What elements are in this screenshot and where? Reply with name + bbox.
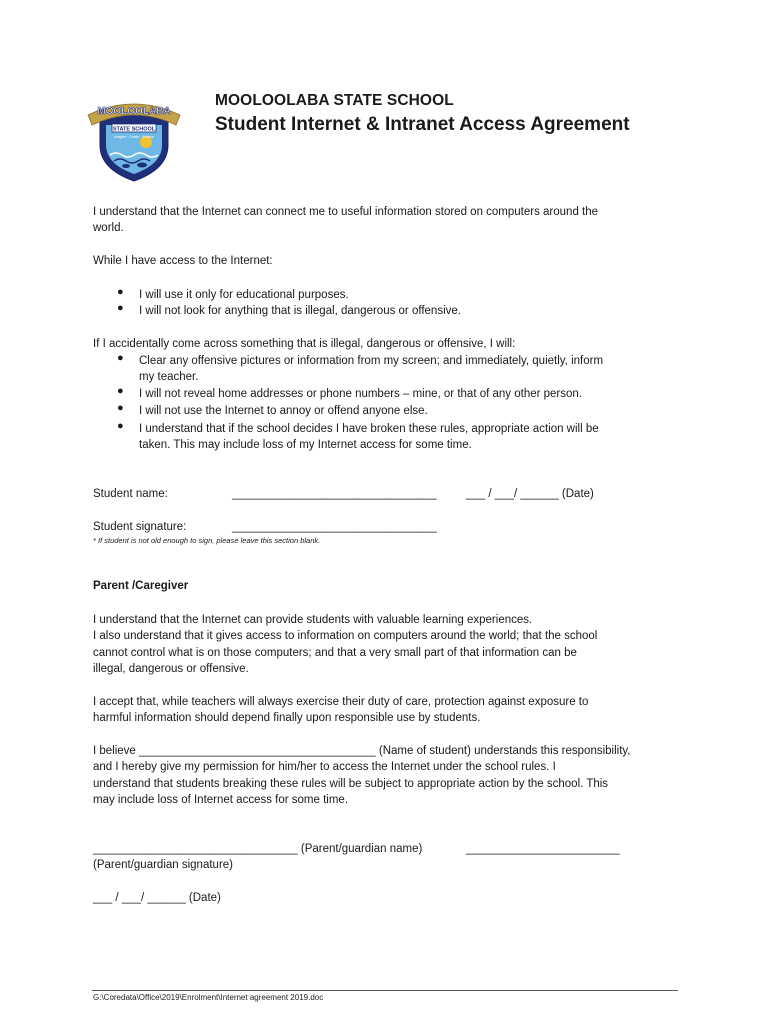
- intro-line-2: world.: [93, 222, 124, 234]
- list-item: I will not look for anything that is illegal, dangerous or offensive.: [139, 305, 461, 317]
- parent-para3-line[interactable]: I believe _____________________________________ (Name of student) understands this responsibility,: [93, 745, 631, 757]
- logo-sub-text: STATE SCHOOL: [112, 126, 156, 133]
- while-text: While I have access to the Internet:: [93, 255, 273, 267]
- bullet-dot: ●: [117, 352, 124, 364]
- parent-date-field[interactable]: ___ / ___/ ______ (Date): [93, 892, 221, 904]
- guardian-name-field[interactable]: ________________________________ (Parent/guardian name): [93, 843, 423, 855]
- list-item: Clear any offensive pictures or information from my screen; and immediately, quietly, inform: [139, 355, 604, 367]
- parent-para1-line: I also understand that it gives access to information on computers around the world; that the school: [93, 630, 598, 642]
- student-name-field[interactable]: ________________________________: [232, 488, 437, 500]
- parent-para3-line: understand that students breaking these rules will be subject to appropriate action by the school. This: [93, 778, 609, 790]
- student-date-field[interactable]: ___ / ___/ ______ (Date): [466, 488, 594, 500]
- school-crest-icon: [84, 95, 184, 183]
- student-name-label: Student name:: [93, 488, 168, 500]
- document-title: Student Internet & Intranet Access Agreement: [215, 114, 630, 135]
- school-name: MOOLOOLABA STATE SCHOOL: [215, 92, 454, 109]
- logo-motto: Imagine · Create · Achieve: [113, 135, 155, 139]
- parent-para1-line: cannot control what is on those computers; and that a very small part of that information can be: [93, 647, 577, 659]
- list-item-continued: taken. This may include loss of my Internet access for some time.: [139, 439, 472, 451]
- list-item: I will not use the Internet to annoy or offend anyone else.: [139, 405, 428, 417]
- bullet-dot: ●: [117, 302, 124, 314]
- parent-para3-line: and I hereby give my permission for him/her to access the Internet under the school rules. I: [93, 761, 556, 773]
- student-signature-label: Student signature:: [93, 521, 187, 533]
- guardian-signature-field[interactable]: ________________________: [466, 843, 620, 855]
- footer-file-path: G:\Coredata\Office\2019\Enrolment\Internet agreement 2019.doc: [93, 993, 324, 1002]
- bullet-dot: ●: [117, 385, 124, 397]
- bullet-dot: ●: [117, 420, 124, 432]
- bullet-dot: ●: [117, 402, 124, 414]
- parent-para2-line: I accept that, while teachers will always exercise their duty of care, protection against exposure to: [93, 696, 589, 708]
- list-item: I will not reveal home addresses or phone numbers – mine, or that of any other person.: [139, 388, 582, 400]
- if-text: If I accidentally come across something that is illegal, dangerous or offensive, I will:: [93, 338, 516, 350]
- parent-para1-line: illegal, dangerous or offensive.: [93, 663, 249, 675]
- list-item: I understand that if the school decides I have broken these rules, appropriate action will be: [139, 423, 599, 435]
- bullet-dot: ●: [117, 286, 124, 298]
- footer-divider: [92, 990, 678, 991]
- logo-banner-text: MOOLOOLABA: [97, 106, 171, 117]
- parent-heading: Parent /Caregiver: [93, 580, 189, 592]
- signature-note: * If student is not old enough to sign, please leave this section blank.: [93, 536, 321, 545]
- student-signature-field[interactable]: ________________________________: [232, 521, 437, 533]
- list-item: I will use it only for educational purposes.: [139, 289, 349, 301]
- guardian-signature-label: (Parent/guardian signature): [93, 859, 233, 871]
- parent-para1-line: I understand that the Internet can provide students with valuable learning experiences.: [93, 614, 533, 626]
- parent-para2-line: harmful information should depend finally upon responsible use by students.: [93, 712, 481, 724]
- list-item-continued: my teacher.: [139, 371, 199, 383]
- school-logo: [84, 95, 184, 183]
- parent-para3-line: may include loss of Internet access for some time.: [93, 794, 349, 806]
- intro-line-1: I understand that the Internet can connect me to useful information stored on computers around the: [93, 206, 599, 218]
